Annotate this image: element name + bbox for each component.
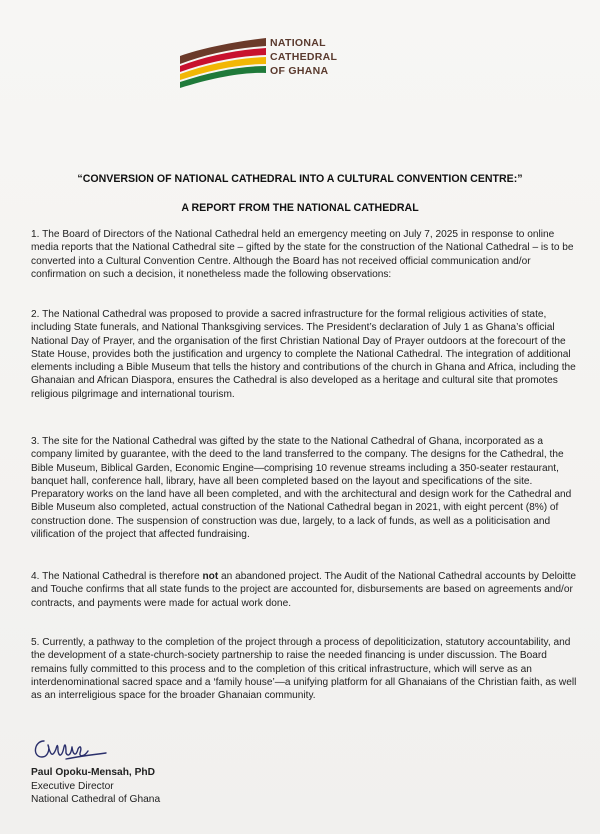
paragraph-4-start: 4. The National Cathedral is therefore: [31, 571, 203, 582]
paragraph-4-emphasis: not: [202, 571, 219, 582]
paragraph-4: [31, 570, 579, 610]
signatory-name: Paul Opoku-Mensah, PhD: [31, 767, 155, 778]
logo-line-2: CATHEDRAL: [270, 51, 338, 63]
national-cathedral-logo: [178, 34, 378, 90]
signatory-block: [31, 766, 160, 807]
paragraph-2: 2. The National Cathedral was proposed to provide a sacred infrastructure for the formal religious activities of state, including State funerals, and National Thanksgiving services. The President’s declaration of July 1 as Ghana’s official National Day of Prayer, and the organisation of the first Christian National Day of Prayer outdoors at the forecourt of the State House, provides both the justification and urgency to complete the National Cathedral. The integration of additional elements including a Bible Museum that tells the history and contributions of the church in Ghana and Africa, including the Ghanaian and African Diaspora, ensures the Cathedral is also developed as a heritage and cultural site that promotes religious pilgrimage and international tourism.: [31, 309, 576, 400]
signatory-organization: National Cathedral of Ghana: [31, 794, 161, 805]
logo-line-1: NATIONAL: [270, 37, 326, 49]
paragraph-4-end: an abandoned project. The Audit of the National Cathedral accounts by Deloitte and Touche confirms that all state funds to the project are accounted for, disbursements are based on agreements and/or contracts, and payments were made for actual work done.: [31, 571, 577, 609]
logo-wordmark: [270, 36, 337, 78]
handwritten-signature: [30, 735, 110, 763]
document-subheading: A REPORT FROM THE NATIONAL CATHEDRAL: [181, 202, 419, 214]
cathedral-wave-logo-mark: [178, 34, 270, 90]
paragraph-3: 3. The site for the National Cathedral was gifted by the state to the National Cathedral of Ghana, incorporated as a company limited by guarantee, with the deed to the land transferred to the company. The designs for the Cathedral, the Bible Museum, Biblical Garden, Economic Engine—comprising 10 revenue streams including a 350-seater restaurant, banquet hall, conference hall, library, have all been completed based on the layout and specifications of the site. Preparatory works on the land have all been completed, and with the architectural and design work for the Cathedral and Bible Museum also completed, actual construction of the National Cathedral began in 2021, with eight percent (8%) of construction done. The suspension of construction was due, largely, to a lack of funds, as well as a politicisation and vilification of the project that affected fundraising.: [31, 436, 572, 541]
document-heading: “CONVERSION OF NATIONAL CATHEDRAL INTO A CULTURAL CONVENTION CENTRE:”: [77, 173, 523, 185]
logo-line-3: OF GHANA: [270, 65, 329, 77]
signatory-title: Executive Director: [31, 780, 114, 792]
paragraph-5: 5. Currently, a pathway to the completion of the project through a process of depoliticization, statutory accountability, and the development of a state-church-society partnership to raise the needed financing is under discussion. The Board remains fully committed to this process and to the completion of this critical infrastructure, which will serve as an interdenominational sacred space and a ‘family house’—a unifying platform for all Ghanaians of the Christian faith, as well as an interreligious space for the broader Ghanaian community.: [31, 637, 577, 702]
paragraph-1: 1. The Board of Directors of the National Cathedral held an emergency meeting on July 7, 2025 in response to online media reports that the National Cathedral site – gifted by the state for the construction of the National Cathedral – is to be converted into a Cultural Convention Centre. Although the Board has not received official communication and/or confirmation on such a decision, it nonetheless made the following observations:: [31, 229, 574, 280]
